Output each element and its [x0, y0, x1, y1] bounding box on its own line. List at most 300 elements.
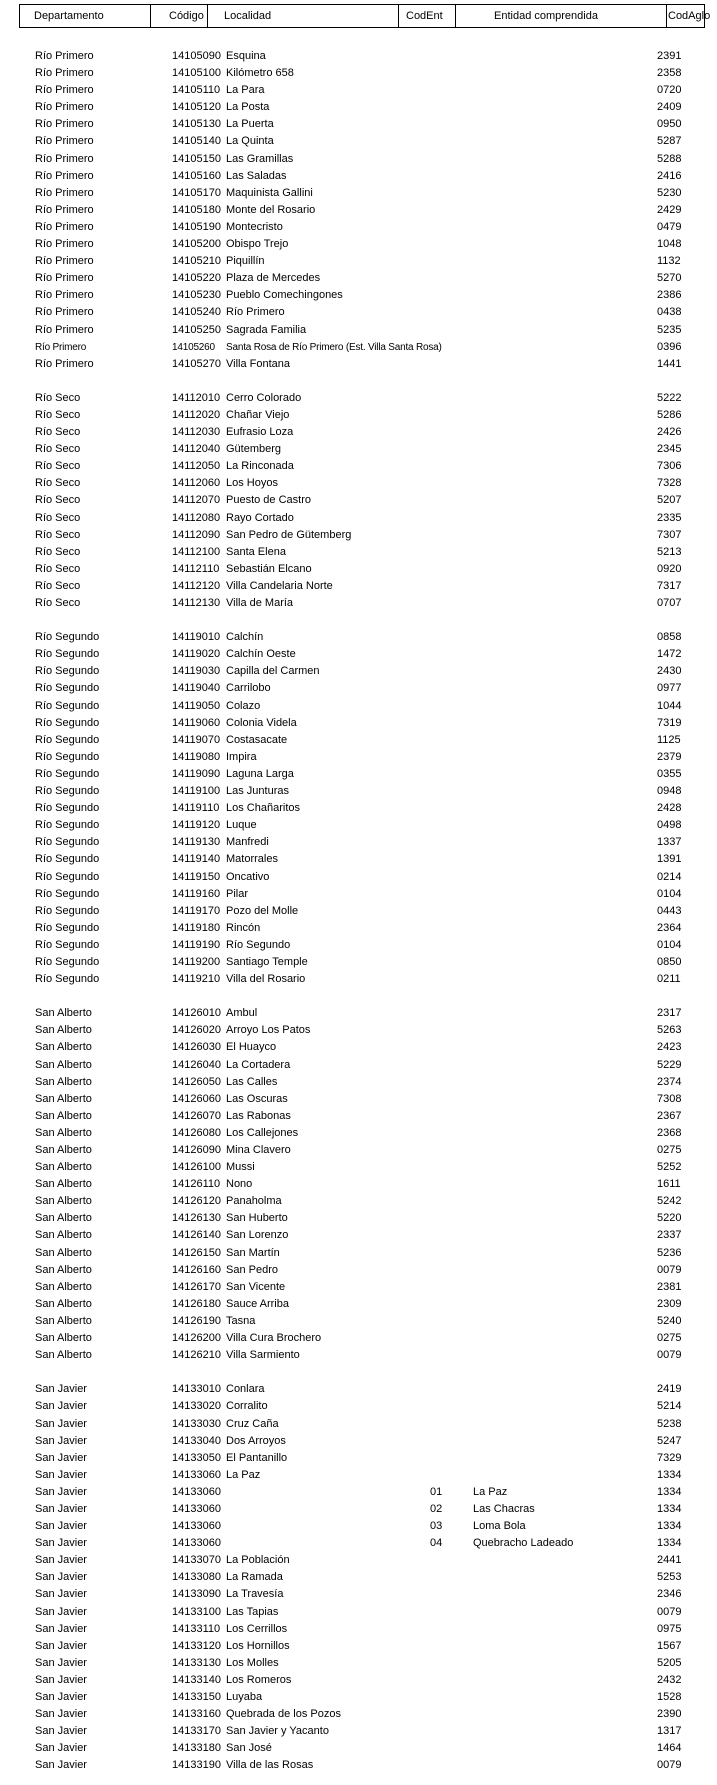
localidad-cell: Monte del Rosario — [226, 203, 316, 216]
table-row — [0, 48, 717, 65]
codaglo-cell: 1125 — [657, 733, 681, 746]
localidad-cell: Villa Fontana — [226, 357, 291, 370]
codigo-cell: 14133090 — [172, 1588, 221, 1601]
localidad-cell: Santa Rosa de Río Primero (Est. Villa Santa Rosa) — [226, 341, 442, 353]
table-row — [0, 1245, 717, 1262]
departamento-cell: Río Seco — [35, 408, 81, 421]
localidad-cell: Calchín — [226, 631, 264, 644]
localidad-cell: Pozo del Molle — [226, 904, 299, 917]
departamento-cell: Río Primero — [35, 289, 94, 302]
departamento-cell: Río Primero — [35, 341, 87, 353]
header-codaglo: CodAglo — [668, 10, 711, 22]
codigo-cell: 14112120 — [172, 579, 221, 592]
codaglo-cell: 2346 — [657, 1588, 682, 1601]
departamento-cell: Río Segundo — [35, 955, 100, 968]
codaglo-cell: 0396 — [657, 340, 682, 353]
codigo-cell: 14126160 — [172, 1263, 221, 1276]
localidad-cell: Villa de las Rosas — [226, 1759, 314, 1772]
table-row — [0, 1091, 717, 1108]
codigo-cell: 14126190 — [172, 1314, 221, 1327]
codigo-cell: 14105260 — [172, 341, 215, 353]
localidad-cell: Sauce Arriba — [226, 1297, 289, 1310]
departamento-cell: Río Seco — [35, 426, 81, 439]
codaglo-cell: 1048 — [657, 238, 682, 251]
codaglo-cell: 2390 — [657, 1708, 682, 1721]
localidad-cell: Villa Cura Brochero — [226, 1332, 322, 1345]
codigo-cell: 14112070 — [172, 494, 221, 507]
table-row — [0, 65, 717, 82]
codaglo-cell: 1567 — [657, 1639, 682, 1652]
codigo-cell: 14105090 — [172, 50, 221, 62]
departamento-cell: Río Primero — [35, 238, 94, 251]
departamento-cell: San Javier — [35, 1485, 87, 1498]
codaglo-cell: 5236 — [657, 1246, 682, 1259]
table-row — [0, 800, 717, 817]
table-row — [0, 527, 717, 544]
group-separator — [0, 373, 717, 390]
codaglo-cell: 0443 — [657, 904, 682, 917]
localidad-cell: Pueblo Comechingones — [226, 289, 343, 302]
codaglo-cell: 5220 — [657, 1212, 682, 1225]
table-row — [0, 151, 717, 168]
localidad-cell: San Martín — [226, 1246, 280, 1259]
codigo-cell: 14105170 — [172, 186, 221, 199]
table-row — [0, 1210, 717, 1227]
codaglo-cell: 2430 — [657, 665, 682, 678]
table-row — [0, 1433, 717, 1450]
departamento-cell: Río Segundo — [35, 853, 100, 866]
departamento-cell: Río Primero — [35, 169, 94, 182]
localidad-cell: Villa Candelaria Norte — [226, 579, 333, 592]
codigo-cell: 14126010 — [172, 1007, 221, 1020]
localidad-cell: Las Gramillas — [226, 152, 294, 165]
codaglo-cell: 0079 — [657, 1263, 682, 1276]
codaglo-cell: 5235 — [657, 323, 682, 336]
codaglo-cell: 2423 — [657, 1041, 682, 1054]
codigo-cell: 14133020 — [172, 1400, 221, 1413]
departamento-cell: San Javier — [35, 1639, 87, 1652]
localidad-cell: Matorrales — [226, 853, 278, 866]
codigo-cell: 14119020 — [172, 648, 221, 661]
table-body — [0, 48, 717, 1774]
table-row — [0, 1416, 717, 1433]
localidad-cell: La Quinta — [226, 135, 274, 148]
table-row — [0, 356, 717, 373]
codigo-cell: 14133150 — [172, 1691, 221, 1703]
codaglo-cell: 5214 — [657, 1400, 682, 1413]
departamento-cell: San Alberto — [35, 1212, 92, 1225]
codigo-cell: 14133060 — [172, 1502, 221, 1515]
codigo-cell: 14126200 — [172, 1332, 221, 1345]
codigo-cell: 14133080 — [172, 1571, 221, 1584]
entidad-cell: Quebracho Ladeado — [473, 1537, 574, 1550]
departamento-cell: Río Seco — [35, 545, 81, 558]
departamento-cell: Río Seco — [35, 528, 81, 541]
codigo-cell: 14119140 — [172, 853, 221, 866]
codaglo-cell: 1391 — [657, 853, 682, 866]
localidad-cell: Maquinista Gallini — [226, 186, 313, 199]
departamento-cell: San Alberto — [35, 1161, 92, 1174]
codigo-cell: 14105200 — [172, 238, 221, 251]
departamento-cell: San Alberto — [35, 1263, 92, 1276]
localidad-cell: Sebastián Elcano — [226, 562, 312, 575]
codigo-cell: 14133070 — [172, 1554, 221, 1567]
departamento-cell: San Javier — [35, 1434, 87, 1447]
table-row — [0, 99, 717, 116]
localidad-cell: Puesto de Castro — [226, 494, 311, 507]
localidad-cell: Las Calles — [226, 1075, 278, 1088]
codaglo-cell: 2429 — [657, 203, 682, 216]
departamento-cell: Río Segundo — [35, 648, 100, 661]
codaglo-cell: 5288 — [657, 152, 682, 165]
table-row — [0, 749, 717, 766]
departamento-cell: San Alberto — [35, 1109, 92, 1122]
codigo-cell: 14126090 — [172, 1144, 221, 1156]
table-row — [0, 663, 717, 680]
codigo-cell: 14119100 — [172, 785, 221, 798]
codigo-cell: 14119150 — [172, 870, 221, 883]
header-codigo: Código — [151, 5, 208, 27]
codaglo-cell: 2368 — [657, 1126, 682, 1139]
departamento-cell: San Javier — [35, 1571, 87, 1584]
localidad-cell: Chañar Viejo — [226, 408, 290, 421]
departamento-cell: Río Seco — [35, 391, 81, 404]
table-row — [0, 1005, 717, 1022]
codaglo-cell: 0104 — [657, 938, 682, 951]
table-row — [0, 458, 717, 475]
table-row — [0, 851, 717, 868]
table-row — [0, 492, 717, 509]
localidad-cell: Plaza de Mercedes — [226, 272, 321, 285]
departamento-cell: San Alberto — [35, 1092, 92, 1105]
departamento-cell: San Javier — [35, 1451, 87, 1464]
departamento-cell: Río Primero — [35, 50, 94, 62]
codaglo-cell: 0211 — [657, 973, 681, 986]
departamento-cell: Río Segundo — [35, 665, 100, 678]
codigo-cell: 14126140 — [172, 1229, 221, 1242]
codigo-cell: 14112090 — [172, 528, 221, 541]
codigo-cell: 14126210 — [172, 1349, 221, 1362]
codaglo-cell: 7328 — [657, 477, 682, 490]
codigo-cell: 14126150 — [172, 1246, 221, 1259]
codaglo-cell: 7317 — [657, 579, 682, 592]
departamento-cell: Río Primero — [35, 220, 94, 233]
codigo-cell: 14119120 — [172, 819, 221, 832]
localidad-cell: Colazo — [226, 699, 261, 712]
departamento-cell: Río Segundo — [35, 887, 100, 900]
table-row — [0, 1655, 717, 1672]
departamento-cell: Río Primero — [35, 84, 94, 97]
table-row — [0, 1347, 717, 1364]
codaglo-cell: 2337 — [657, 1229, 682, 1242]
codigo-cell: 14112040 — [172, 443, 221, 456]
departamento-cell: Río Primero — [35, 118, 94, 131]
codaglo-cell: 1132 — [657, 255, 681, 268]
departamento-cell: San Javier — [35, 1708, 87, 1721]
codaglo-cell: 0438 — [657, 306, 682, 319]
localidad-cell: Montecristo — [226, 220, 283, 233]
codigo-cell: 14105230 — [172, 289, 221, 302]
codigo-cell: 14133170 — [172, 1725, 221, 1738]
table-row — [0, 304, 717, 321]
departamento-cell: Río Segundo — [35, 767, 100, 780]
codigo-cell: 14126120 — [172, 1195, 221, 1208]
codigo-cell: 14119010 — [172, 631, 221, 644]
codigo-cell: 14105270 — [172, 357, 221, 370]
departamento-cell: San Alberto — [35, 1007, 92, 1020]
localidad-cell: Cruz Caña — [226, 1417, 279, 1430]
departamento-cell: San Javier — [35, 1417, 87, 1430]
table-row — [0, 236, 717, 253]
localidad-cell: Los Callejones — [226, 1126, 299, 1139]
codigo-cell: 14133120 — [172, 1639, 221, 1652]
codent-cell: 01 — [430, 1485, 443, 1498]
table-row — [0, 1723, 717, 1740]
codaglo-cell: 2409 — [657, 101, 682, 114]
table-row — [0, 1672, 717, 1689]
codaglo-cell: 2428 — [657, 802, 682, 815]
localidad-cell: Los Cerrillos — [226, 1622, 288, 1635]
departamento-cell: San Javier — [35, 1537, 87, 1550]
departamento-cell: San Alberto — [35, 1144, 92, 1156]
codigo-cell: 14126040 — [172, 1058, 221, 1071]
localidad-cell: Las Saladas — [226, 169, 287, 182]
table-row — [0, 390, 717, 407]
localidad-cell: San Pedro — [226, 1263, 278, 1276]
codigo-cell: 14133040 — [172, 1434, 221, 1447]
entidad-cell: La Paz — [473, 1485, 508, 1498]
table-row — [0, 475, 717, 492]
codaglo-cell: 0858 — [657, 631, 682, 644]
localidad-cell: San Pedro de Gütemberg — [226, 528, 352, 541]
codigo-cell: 14105240 — [172, 306, 221, 319]
header-departamento: Departamento — [20, 5, 151, 27]
departamento-cell: San Javier — [35, 1383, 87, 1396]
codaglo-cell: 1044 — [657, 699, 682, 712]
table-row — [0, 1262, 717, 1279]
localidad-cell: Mina Clavero — [226, 1144, 291, 1156]
table-row — [0, 82, 717, 99]
codaglo-cell: 1334 — [657, 1485, 682, 1498]
departamento-cell: Río Seco — [35, 562, 81, 575]
departamento-cell: Río Seco — [35, 460, 81, 473]
table-row — [0, 168, 717, 185]
localidad-cell: Dos Arroyos — [226, 1434, 286, 1447]
localidad-cell: Mussi — [226, 1161, 255, 1174]
table-row — [0, 1740, 717, 1757]
table-row — [0, 1467, 717, 1484]
codigo-cell: 14112050 — [172, 460, 221, 473]
codaglo-cell: 2416 — [657, 169, 682, 182]
table-row — [0, 1022, 717, 1039]
codigo-cell: 14119170 — [172, 904, 221, 917]
codaglo-cell: 1337 — [657, 836, 682, 849]
localidad-cell: Villa de María — [226, 597, 294, 609]
codaglo-cell: 0850 — [657, 955, 682, 968]
localidad-cell: La Puerta — [226, 118, 274, 131]
header-localidad: Localidad — [208, 5, 399, 27]
departamento-cell: Río Primero — [35, 152, 94, 165]
localidad-cell: Rayo Cortado — [226, 511, 294, 524]
codaglo-cell: 2426 — [657, 426, 682, 439]
codigo-cell: 14126180 — [172, 1297, 221, 1310]
table-row — [0, 133, 717, 150]
table-row — [0, 1330, 717, 1347]
table-header — [19, 4, 711, 28]
departamento-cell: San Alberto — [35, 1126, 92, 1139]
table-row — [0, 886, 717, 903]
localidad-cell: Obispo Trejo — [226, 238, 289, 251]
table-row — [0, 817, 717, 834]
group-separator — [0, 988, 717, 1005]
codigo-cell: 14105220 — [172, 272, 221, 285]
codigo-cell: 14119030 — [172, 665, 221, 678]
localidad-cell: Las Tapias — [226, 1605, 279, 1618]
codaglo-cell: 5207 — [657, 494, 682, 507]
localidad-cell: Las Oscuras — [226, 1092, 288, 1105]
codaglo-cell: 5229 — [657, 1058, 682, 1071]
group-separator — [0, 1364, 717, 1381]
departamento-cell: San Alberto — [35, 1178, 92, 1191]
localidad-cell: Luyaba — [226, 1691, 263, 1703]
codaglo-cell: 0479 — [657, 220, 682, 233]
codigo-cell: 14133100 — [172, 1605, 221, 1618]
departamento-cell: San Alberto — [35, 1246, 92, 1259]
codigo-cell: 14105110 — [172, 84, 221, 97]
localidad-cell: Pilar — [226, 887, 249, 900]
table-row — [0, 270, 717, 287]
table-row — [0, 1552, 717, 1569]
codaglo-cell: 0214 — [657, 870, 682, 883]
codaglo-cell: 0707 — [657, 597, 682, 609]
localidad-cell: Santa Elena — [226, 545, 286, 558]
codigo-cell: 14119070 — [172, 733, 221, 746]
localidad-cell: Oncativo — [226, 870, 270, 883]
departamento-cell: Río Primero — [35, 101, 94, 114]
codaglo-cell: 2358 — [657, 67, 682, 80]
codaglo-cell: 2391 — [657, 50, 682, 62]
departamento-cell: San Javier — [35, 1400, 87, 1413]
departamento-cell: San Javier — [35, 1605, 87, 1618]
codigo-cell: 14112110 — [172, 562, 220, 575]
codigo-cell: 14126020 — [172, 1024, 221, 1037]
departamento-cell: Río Segundo — [35, 750, 100, 763]
departamento-cell: Río Segundo — [35, 921, 100, 934]
departamento-cell: San Javier — [35, 1742, 87, 1755]
codaglo-cell: 2374 — [657, 1075, 682, 1088]
departamento-cell: San Javier — [35, 1656, 87, 1669]
departamento-cell: Río Seco — [35, 579, 81, 592]
localidad-cell: Los Romeros — [226, 1673, 292, 1686]
localidad-cell: La Población — [226, 1554, 290, 1567]
table-row — [0, 1689, 717, 1706]
table-row — [0, 407, 717, 424]
codaglo-cell: 5253 — [657, 1571, 682, 1584]
localidad-cell: La Paz — [226, 1468, 261, 1481]
departamento-cell: Río Segundo — [35, 938, 100, 951]
table-row — [0, 1604, 717, 1621]
departamento-cell: San Javier — [35, 1691, 87, 1703]
codaglo-cell: 7306 — [657, 460, 682, 473]
departamento-cell: San Javier — [35, 1759, 87, 1772]
codaglo-cell: 2335 — [657, 511, 682, 524]
table-row — [0, 1227, 717, 1244]
codigo-cell: 14119060 — [172, 716, 221, 729]
departamento-cell: Río Seco — [35, 511, 81, 524]
localidad-cell: Quebrada de los Pozos — [226, 1708, 341, 1721]
departamento-cell: Río Segundo — [35, 836, 100, 849]
localidad-cell: Río Segundo — [226, 938, 291, 951]
table-row — [0, 869, 717, 886]
codigo-cell: 14105210 — [172, 255, 221, 268]
table-row — [0, 1586, 717, 1603]
codigo-cell: 14105120 — [172, 101, 221, 114]
codigo-cell: 14133060 — [172, 1537, 221, 1550]
codigo-cell: 14119200 — [172, 955, 221, 968]
table-row — [0, 698, 717, 715]
table-row — [0, 1176, 717, 1193]
departamento-cell: San Alberto — [35, 1314, 92, 1327]
departamento-cell: San Alberto — [35, 1075, 92, 1088]
codigo-cell: 14112130 — [172, 597, 221, 609]
codent-cell: 04 — [430, 1537, 443, 1550]
codigo-cell: 14133130 — [172, 1656, 221, 1669]
departamento-cell: Río Segundo — [35, 785, 100, 798]
table-row — [0, 1757, 717, 1774]
localidad-cell: Capilla del Carmen — [226, 665, 320, 678]
codigo-cell: 14133060 — [172, 1520, 221, 1533]
localidad-cell: La Para — [226, 84, 265, 97]
codigo-cell: 14112010 — [172, 391, 221, 404]
entidad-cell: Loma Bola — [473, 1520, 526, 1533]
codigo-cell: 14119190 — [172, 938, 221, 951]
departamento-cell: San Alberto — [35, 1280, 92, 1293]
codigo-cell: 14105250 — [172, 323, 221, 336]
header-codent: CodEnt — [399, 5, 456, 27]
table-row — [0, 185, 717, 202]
departamento-cell: Río Segundo — [35, 904, 100, 917]
codigo-cell: 14133030 — [172, 1417, 221, 1430]
table-row — [0, 766, 717, 783]
codaglo-cell: 2364 — [657, 921, 682, 934]
localidad-cell: Las Rabonas — [226, 1109, 291, 1122]
localidad-cell: Ambul — [226, 1007, 258, 1020]
codaglo-cell: 0355 — [657, 767, 682, 780]
departamento-cell: Río Segundo — [35, 716, 100, 729]
table-row — [0, 646, 717, 663]
table-row — [0, 441, 717, 458]
codigo-cell: 14126130 — [172, 1212, 221, 1225]
localidad-cell: Arroyo Los Patos — [226, 1024, 311, 1037]
table-row — [0, 544, 717, 561]
localidad-cell: Cerro Colorado — [226, 391, 302, 404]
localidad-cell: Calchín Oeste — [226, 648, 296, 661]
codigo-cell: 14112030 — [172, 426, 221, 439]
table-row — [0, 1450, 717, 1467]
departamento-cell: Río Primero — [35, 357, 94, 370]
localidad-cell: La Travesía — [226, 1588, 284, 1601]
codigo-cell: 14126030 — [172, 1041, 221, 1054]
codigo-cell: 14133140 — [172, 1673, 221, 1686]
codaglo-cell: 1334 — [657, 1537, 682, 1550]
localidad-cell: San Lorenzo — [226, 1229, 289, 1242]
table-row — [0, 510, 717, 527]
localidad-cell: Conlara — [226, 1383, 265, 1396]
localidad-cell: El Pantanillo — [226, 1451, 288, 1464]
codigo-cell: 14112080 — [172, 511, 221, 524]
table-row — [0, 1484, 717, 1501]
departamento-cell: San Javier — [35, 1725, 87, 1738]
